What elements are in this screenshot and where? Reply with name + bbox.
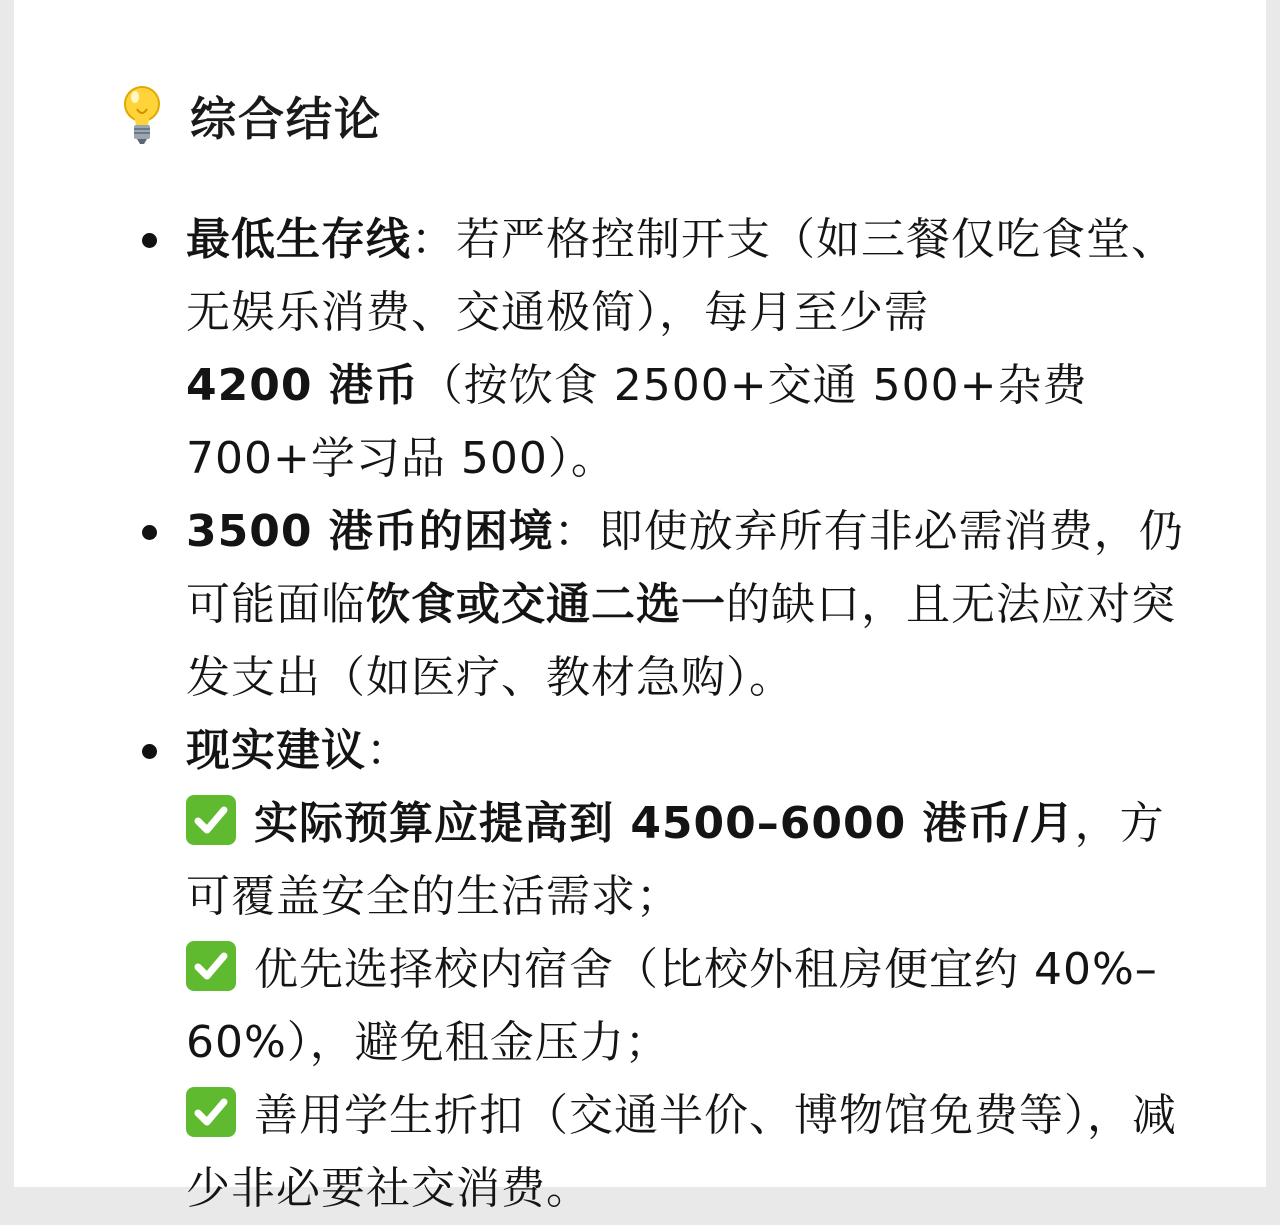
bullet-dot bbox=[142, 525, 157, 540]
item-1-line-1: 最低生存线：若严格控制开支（如三餐仅吃食堂、无娱乐消费、交通极简），每月至少需 bbox=[186, 214, 1176, 338]
item-text: 若严格控制开支（如三餐仅吃食堂、无娱乐消费、交通极简），每月至少需 bbox=[186, 214, 1176, 338]
item-text: 即使放弃所有非必需消费，仍可能面临 bbox=[186, 506, 1184, 630]
recommendation-bold: 实际预算应提高到 4500–6000 港币/月 bbox=[254, 798, 1075, 849]
list-item-3500-dilemma bbox=[186, 495, 1196, 714]
list-item-recommendations bbox=[186, 714, 1196, 1225]
check-mark-icon bbox=[186, 795, 236, 845]
item-label: 最低生存线 bbox=[186, 214, 411, 265]
recommendation-text: 善用学生折扣（交通半价、博物馆免费等），减少非必要社交消费。 bbox=[186, 1090, 1177, 1214]
recommendation-2 bbox=[186, 933, 1196, 1079]
conclusion-list bbox=[186, 203, 1196, 1225]
section-heading bbox=[120, 84, 382, 148]
document-page bbox=[14, 0, 1266, 1214]
item-3-label-line: 现实建议： bbox=[186, 725, 411, 776]
recommendation-1 bbox=[186, 787, 1196, 933]
list-item-minimum-line bbox=[186, 203, 1196, 495]
lightbulb-icon bbox=[120, 85, 164, 147]
heading-title: 综合结论 bbox=[190, 92, 382, 146]
bullet-dot bbox=[142, 233, 157, 248]
recommendation-text: 优先选择校内宿舍（比校外租房便宜约 40%–60%），避免租金压力； bbox=[186, 944, 1158, 1068]
item-label: 3500 港币的困境 bbox=[186, 506, 554, 557]
item-text: 的缺口，且无法应对突发支出（如医疗、教材急购）。 bbox=[186, 579, 1176, 703]
recommendation-3 bbox=[186, 1079, 1196, 1225]
item-bold-amount: 4200 港币 bbox=[186, 360, 419, 411]
item-1-line-2 bbox=[186, 349, 1196, 495]
item-bold-phrase: 饮食或交通二选一 bbox=[366, 579, 726, 630]
check-mark-icon bbox=[186, 1087, 236, 1137]
recommendation-text: ，方可覆盖安全的生活需求； bbox=[186, 798, 1165, 922]
check-mark-icon bbox=[186, 941, 236, 991]
bullet-dot bbox=[142, 744, 157, 759]
item-text: （按饮食 2500+交通 500+杂费 700+学习品 500）。 bbox=[186, 360, 1088, 484]
item-2-paragraph: 3500 港币的困境：即使放弃所有非必需消费，仍可能面临饮食或交通二选一的缺口，且无法应对突发支出（如医疗、教材急购）。 bbox=[186, 506, 1184, 703]
item-label: 现实建议 bbox=[186, 725, 366, 776]
